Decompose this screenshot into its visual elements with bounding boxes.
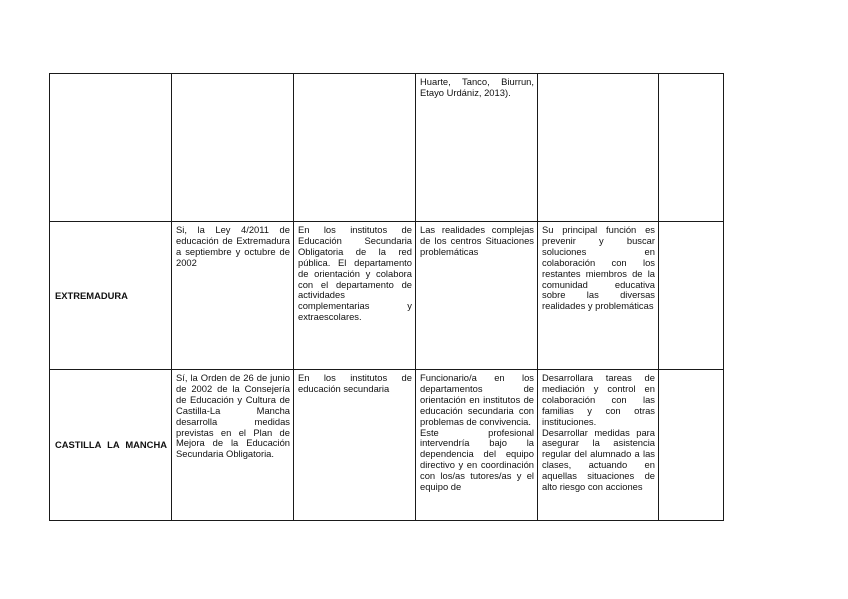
region-cell: CASTILLA LA MANCHA <box>50 370 172 521</box>
profile-paragraph: Funcionario/a en los departamentos de orientación en institutos de educación secundaria con problemas de convivencia. <box>420 372 534 427</box>
profile-paragraph: Este profesional intervendría bajo la dependencia del equipo directivo y en coordinación con los/as tutores/as y el equipo de <box>420 426 534 493</box>
region-cell: EXTREMADURA <box>50 222 172 370</box>
profile-cell: Las realidades complejas de los centros Situaciones problemáticas <box>416 222 538 370</box>
law-cell <box>172 74 294 222</box>
function-cell <box>538 74 659 222</box>
scope-cell: En los institutos de Educación Secundaria Obligatoria de la red pública. El departamento de orientación y colabora con el departamento de actividades complementarias y extraescolares. <box>294 222 416 370</box>
table-row <box>50 370 724 521</box>
extra-cell <box>659 222 724 370</box>
function-cell <box>538 370 659 521</box>
table-row <box>50 222 724 370</box>
scope-cell <box>294 74 416 222</box>
regions-table <box>49 73 724 521</box>
profile-cell: Huarte, Tanco, Biurrun, Etayo Urdániz, 2013). <box>416 74 538 222</box>
extra-cell <box>659 370 724 521</box>
scope-cell: En los institutos de educación secundaria <box>294 370 416 521</box>
extra-cell <box>659 74 724 222</box>
function-cell: Su principal función es prevenir y buscar soluciones en colaboración con los restantes miembros de la comunidad educativa sobre las diversas realidades y problemáticas <box>538 222 659 370</box>
table-row <box>50 74 724 222</box>
region-cell <box>50 74 172 222</box>
law-cell: Si, la Ley 4/2011 de educación de Extremadura a septiembre y octubre de 2002 <box>172 222 294 370</box>
profile-cell <box>416 370 538 521</box>
function-paragraph: Desarrollar medidas para asegurar la asistencia regular del alumnado a las clases, actuando en aquellas situaciones de alto riesgo con acciones <box>542 426 655 493</box>
law-cell: Sí, la Orden de 26 de junio de 2002 de la Consejería de Educación y Cultura de Castilla-La Mancha desarrolla medidas previstas en el Plan de Mejora de la Educación Secundaria Obligatoria. <box>172 370 294 521</box>
function-paragraph: Desarrollara tareas de mediación y control en colaboración con las familias y con otras instituciones. <box>542 372 655 427</box>
